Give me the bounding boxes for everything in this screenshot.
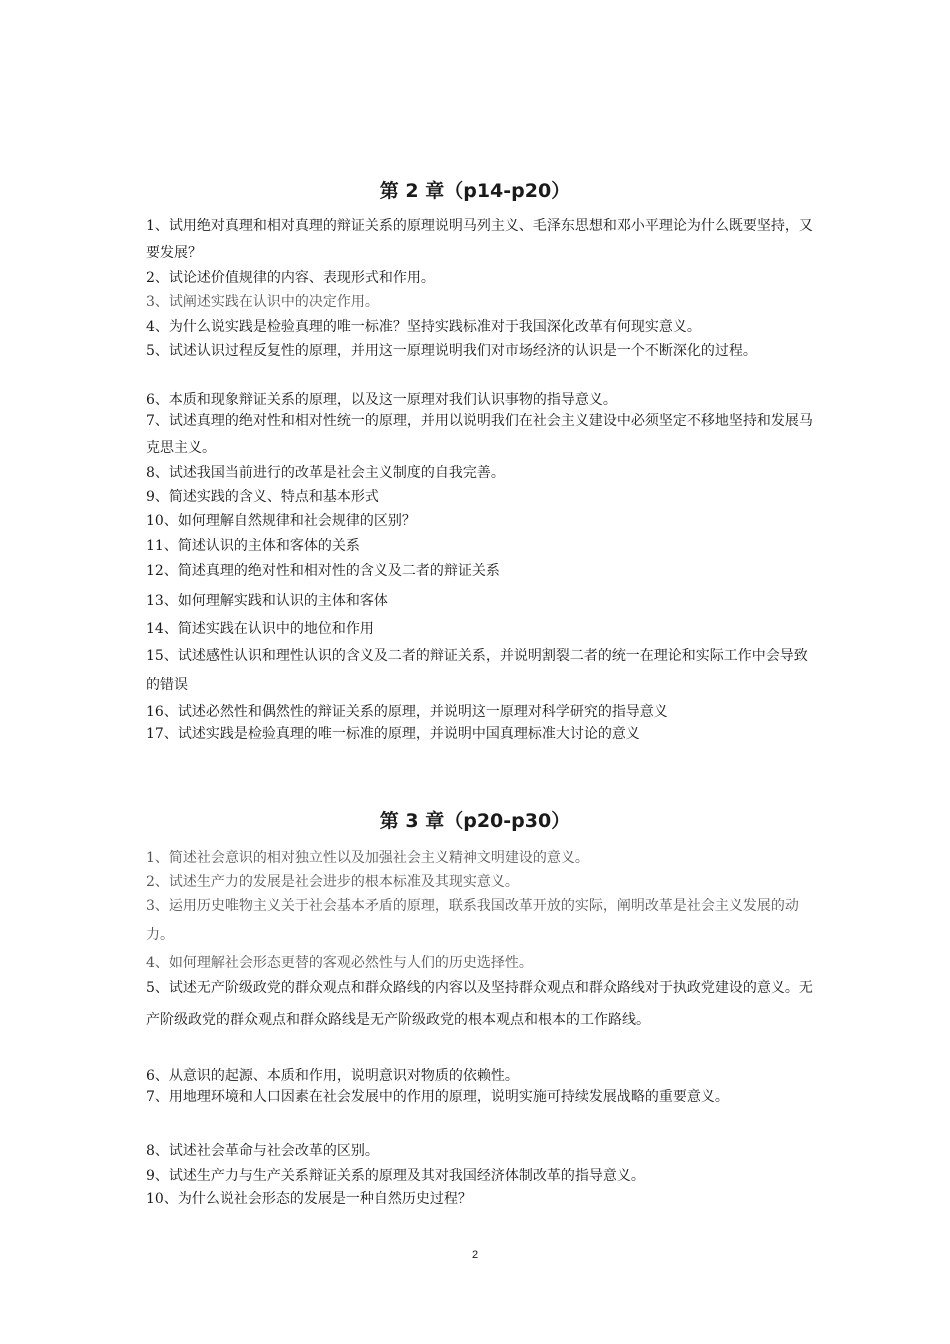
chapter-2-question-8: 8、试述我国当前进行的改革是社会主义制度的自我完善。 (146, 465, 505, 481)
chapter-2-question-17: 17、试述实践是检验真理的唯一标准的原理，并说明中国真理标准大讨论的意义 (146, 726, 640, 742)
chapter-3-question-1: 1、简述社会意识的相对独立性以及加强社会主义精神文明建设的意义。 (146, 850, 589, 866)
chapter-3-question-6: 6、从意识的起源、本质和作用，说明意识对物质的依赖性。 (146, 1068, 519, 1084)
chapter-3-question-7: 7、用地理环境和人口因素在社会发展中的作用的原理，说明实施可持续发展战略的重要意义。 (146, 1089, 729, 1105)
chapter-2-question-13: 13、如何理解实践和认识的主体和客体 (146, 593, 388, 609)
chapter-2-question-3: 3、试阐述实践在认识中的决定作用。 (146, 294, 379, 310)
chapter-2-question-10: 10、如何理解自然规律和社会规律的区别？ (146, 513, 416, 529)
chapter-2-question-9: 9、简述实践的含义、特点和基本形式 (146, 489, 379, 505)
chapter-2-question-16: 16、试述必然性和偶然性的辩证关系的原理，并说明这一原理对科学研究的指导意义 (146, 704, 668, 720)
chapter-2-question-4: 4、为什么说实践是检验真理的唯一标准？坚持实践标准对于我国深化改革有何现实意义。 (146, 319, 701, 335)
chapter-2-question-6: 6、本质和现象辩证关系的原理，以及这一原理对我们认识事物的指导意义。 (146, 392, 617, 408)
chapter-3-question-2: 2、试述生产力的发展是社会进步的根本标准及其现实意义。 (146, 874, 519, 890)
chapter-3-question-4: 4、如何理解社会形态更替的客观必然性与人们的历史选择性。 (146, 955, 533, 971)
chapter-2-question-1: 1、试用绝对真理和相对真理的辩证关系的原理说明马列主义、毛泽东思想和邓小平理论为什么既要坚持，又要发展？ (146, 218, 813, 261)
page-number: 2 (471, 1249, 479, 1261)
chapter-2-question-12: 12、简述真理的绝对性和相对性的含义及二者的辩证关系 (146, 563, 500, 579)
chapter-2-title: 第 2 章（p14-p20） (379, 180, 571, 202)
chapter-3-question-10: 10、为什么说社会形态的发展是一种自然历史过程？ (146, 1191, 472, 1207)
chapter-2-question-7: 7、试述真理的绝对性和相对性统一的原理，并用以说明我们在社会主义建设中必须坚定不移地坚持和发展马克思主义。 (146, 413, 813, 456)
chapter-2-question-5: 5、试述认识过程反复性的原理，并用这一原理说明我们对市场经济的认识是一个不断深化的过程。 (146, 343, 757, 359)
chapter-2-question-15: 15、试述感性认识和理性认识的含义及二者的辩证关系，并说明割裂二者的统一在理论和实际工作中会导致的错误 (146, 648, 808, 693)
chapter-3-question-5: 5、试述无产阶级政党的群众观点和群众路线的内容以及坚持群众观点和群众路线对于执政党建设的意义。无产阶级政党的群众观点和群众路线是无产阶级政党的根本观点和根本的工作路线。 (146, 980, 813, 1028)
chapter-3-question-3: 3、运用历史唯物主义关于社会基本矛盾的原理，联系我国改革开放的实际，阐明改革是社会主义发展的动力。 (146, 898, 799, 943)
chapter-2-question-11: 11、简述认识的主体和客体的关系 (146, 538, 360, 554)
chapter-2-question-2: 2、试论述价值规律的内容、表现形式和作用。 (146, 270, 435, 286)
chapter-2-question-14: 14、简述实践在认识中的地位和作用 (146, 621, 374, 637)
chapter-3-title: 第 3 章（p20-p30） (379, 810, 571, 832)
chapter-3-question-8: 8、试述社会革命与社会改革的区别。 (146, 1143, 379, 1159)
chapter-3-question-9: 9、试述生产力与生产关系辩证关系的原理及其对我国经济体制改革的指导意义。 (146, 1168, 645, 1184)
